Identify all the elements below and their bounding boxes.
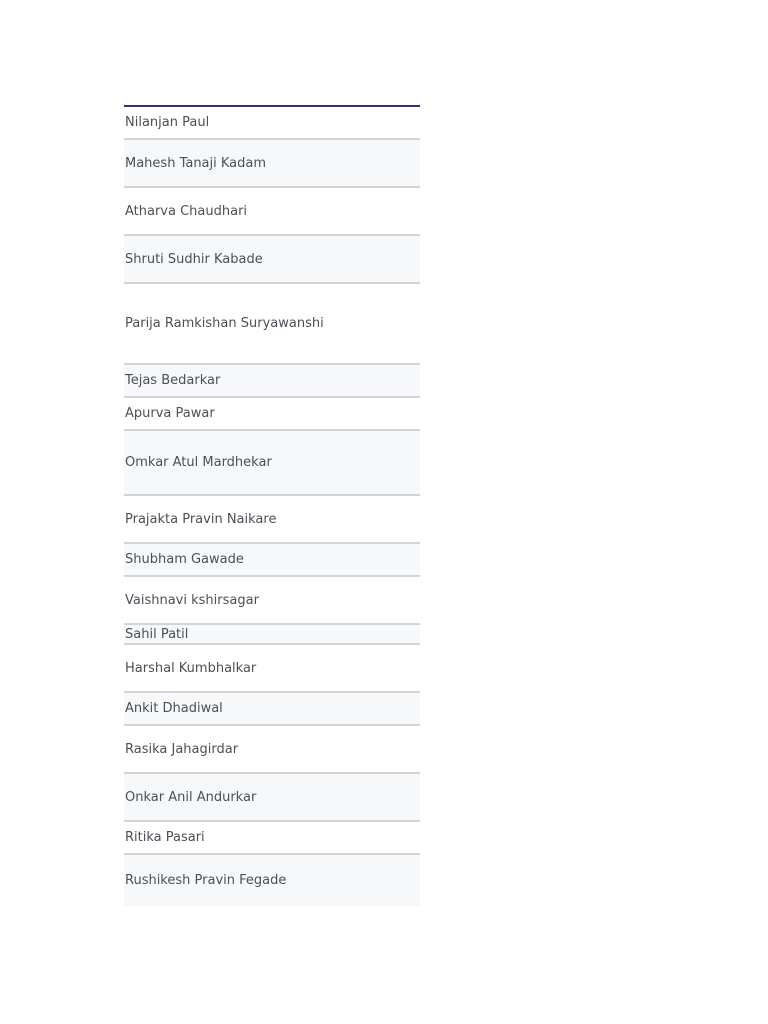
list-item[interactable]: Sahil Patil (124, 625, 420, 645)
list-item[interactable]: Mahesh Tanaji Kadam (124, 140, 420, 188)
list-item[interactable]: Shruti Sudhir Kabade (124, 236, 420, 284)
list-item[interactable]: Rushikesh Pravin Fegade (124, 855, 420, 906)
list-item[interactable]: Apurva Pawar (124, 398, 420, 431)
list-item[interactable]: Nilanjan Paul (124, 107, 420, 140)
name-list (124, 105, 420, 906)
list-item[interactable]: Vaishnavi kshirsagar (124, 577, 420, 625)
list-item[interactable]: Tejas Bedarkar (124, 365, 420, 398)
list-item[interactable]: Parija Ramkishan Suryawanshi (124, 284, 420, 365)
list-item[interactable]: Shubham Gawade (124, 544, 420, 577)
list-item[interactable]: Onkar Anil Andurkar (124, 774, 420, 822)
list-item[interactable]: Prajakta Pravin Naikare (124, 496, 420, 544)
list-item[interactable]: Atharva Chaudhari (124, 188, 420, 236)
list-item[interactable]: Harshal Kumbhalkar (124, 645, 420, 693)
list-item[interactable]: Omkar Atul Mardhekar (124, 431, 420, 496)
list-item[interactable]: Ankit Dhadiwal (124, 693, 420, 726)
list-item[interactable]: Rasika Jahagirdar (124, 726, 420, 774)
list-item[interactable]: Ritika Pasari (124, 822, 420, 855)
